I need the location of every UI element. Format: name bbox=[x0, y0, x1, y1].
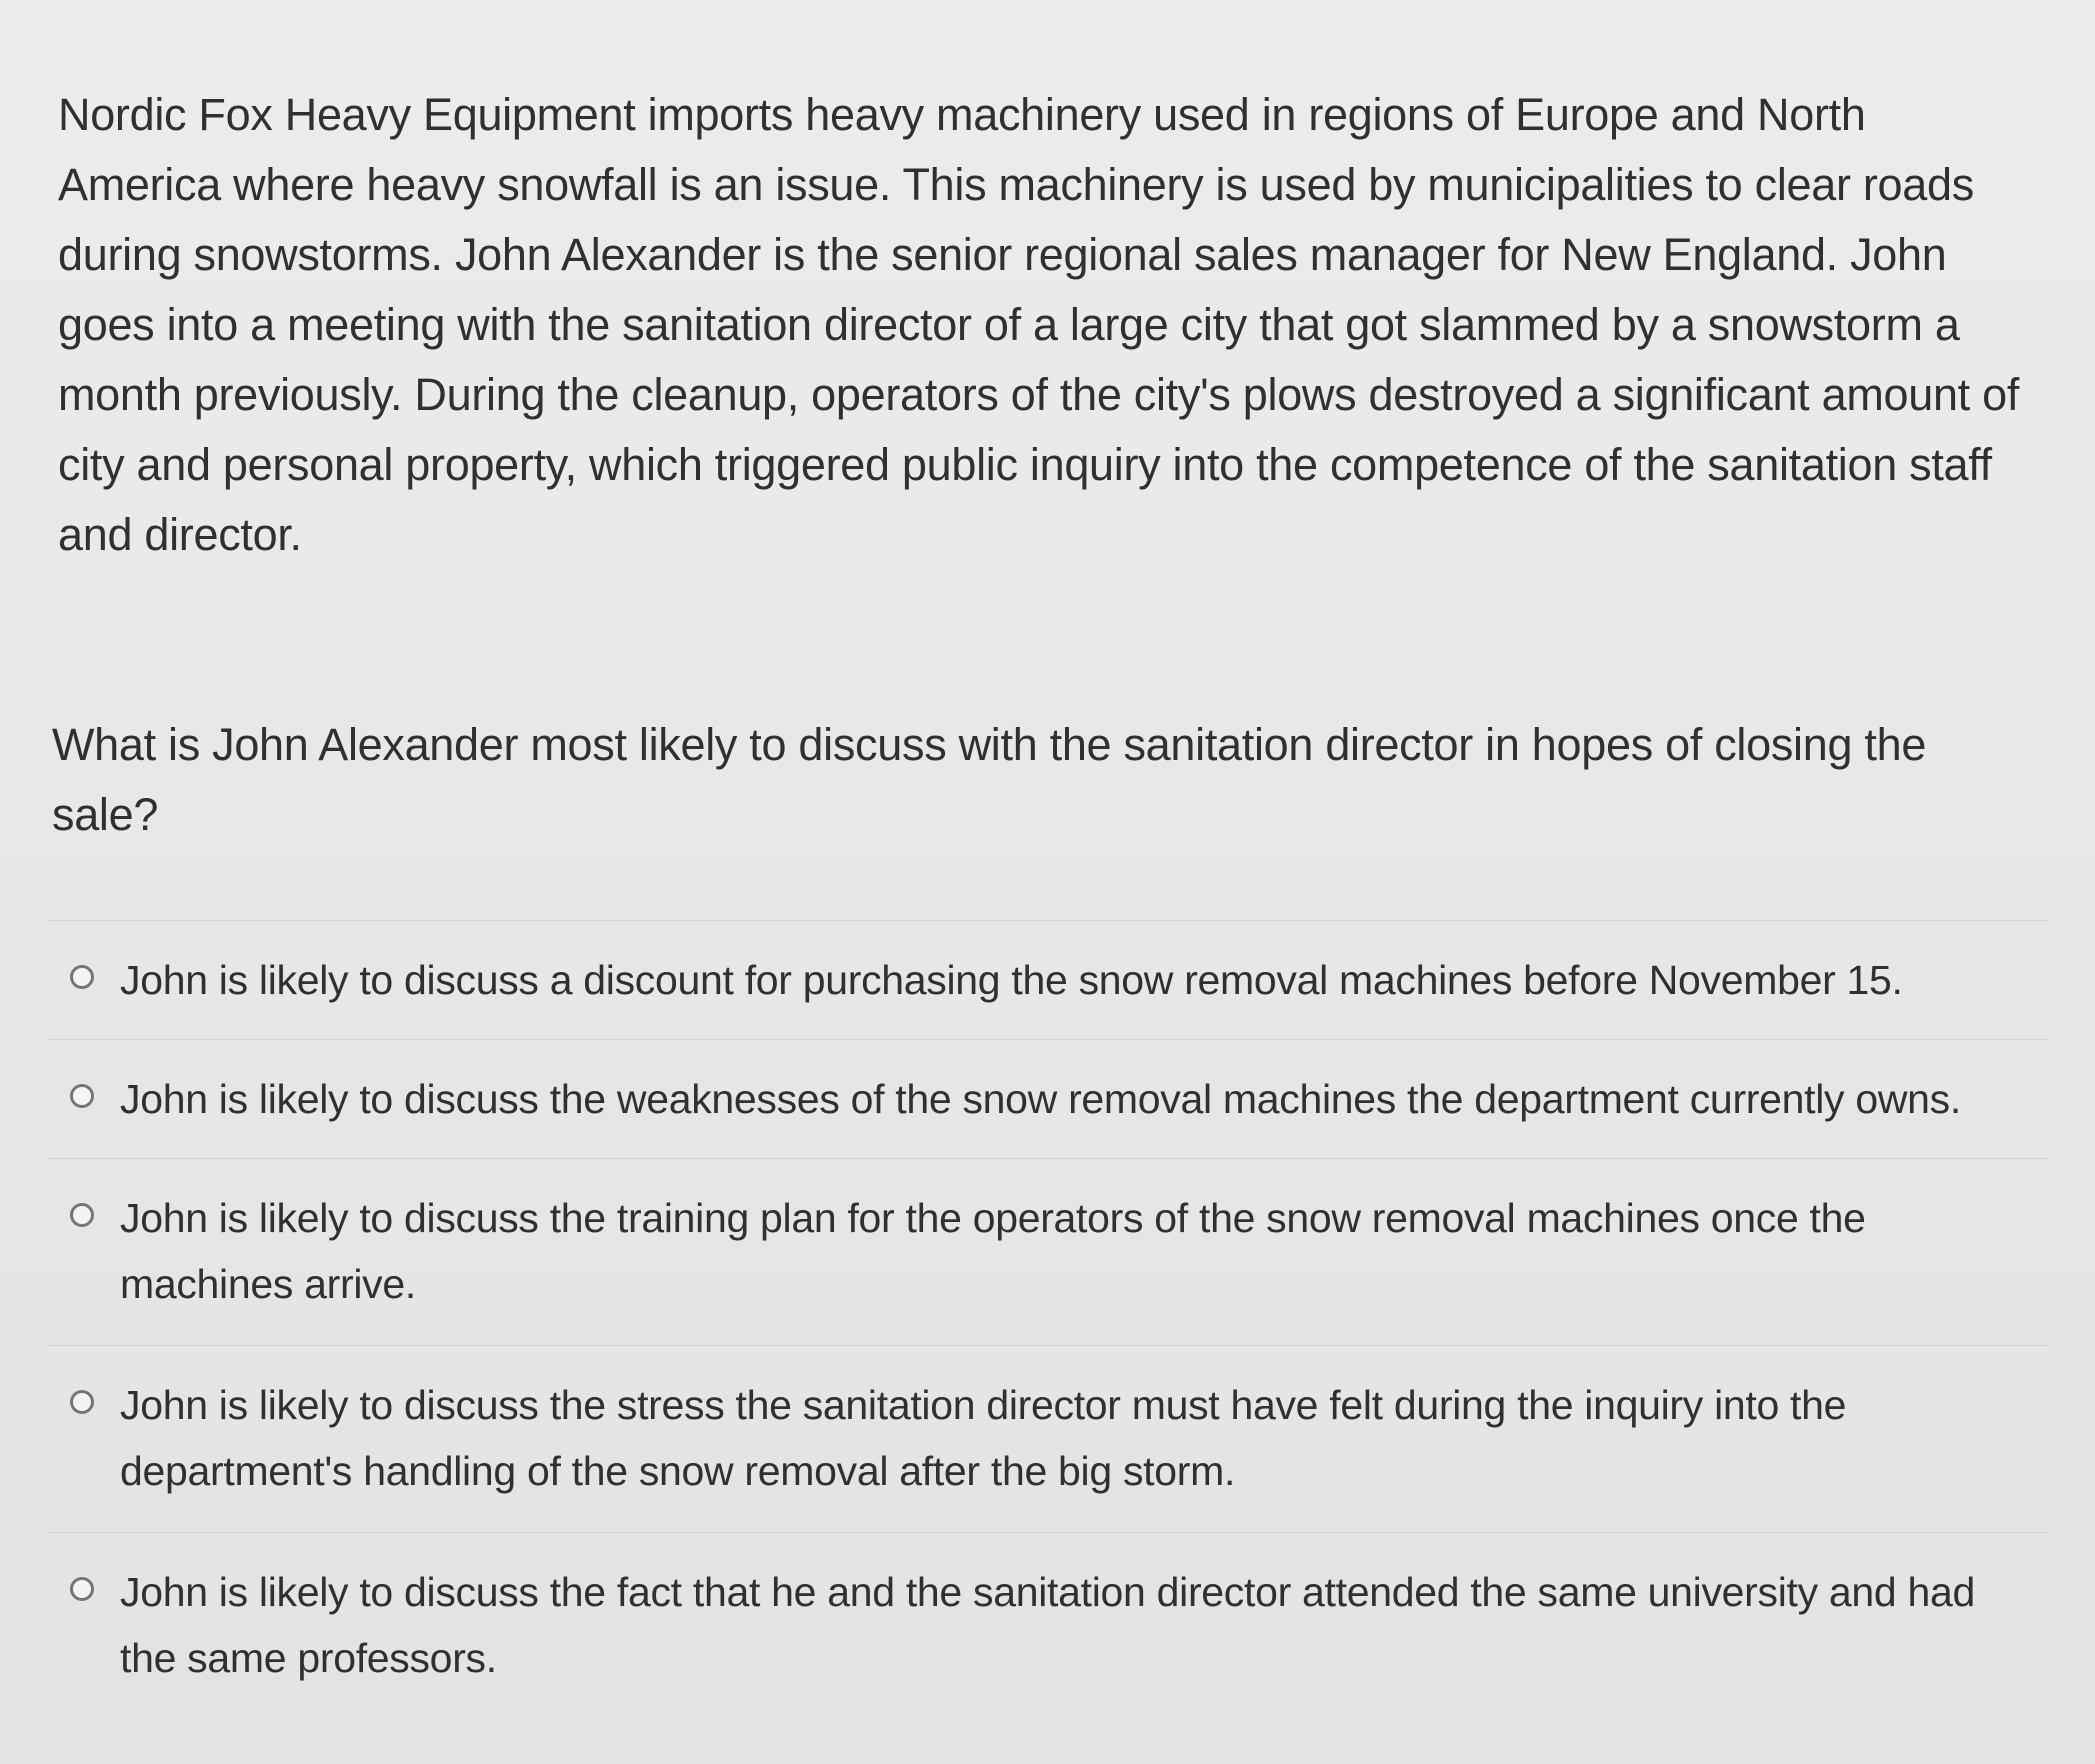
answer-option-label[interactable]: John is likely to discuss the weaknesses of the snow removal machines the department currently owns. bbox=[120, 1076, 1961, 1122]
radio-button-icon[interactable] bbox=[70, 1577, 94, 1601]
radio-button-icon[interactable] bbox=[70, 1390, 94, 1414]
radio-button-icon[interactable] bbox=[70, 965, 94, 989]
answer-option-5[interactable] bbox=[48, 1532, 2048, 1719]
answer-option-1[interactable] bbox=[48, 920, 2048, 1039]
radio-button-icon[interactable] bbox=[70, 1084, 94, 1108]
answer-options bbox=[48, 920, 2048, 1719]
answer-option-2[interactable] bbox=[48, 1039, 2048, 1158]
answer-option-4[interactable] bbox=[48, 1345, 2048, 1532]
radio-button-icon[interactable] bbox=[70, 1203, 94, 1227]
answer-option-label[interactable]: John is likely to discuss the fact that he and the sanitation director attended the same university and had the same professors. bbox=[120, 1569, 1976, 1681]
answer-option-3[interactable] bbox=[48, 1158, 2048, 1345]
answer-option-label[interactable]: John is likely to discuss the stress the sanitation director must have felt during the inquiry into the department's handling of the snow removal after the big storm. bbox=[120, 1382, 1847, 1494]
answer-option-label[interactable]: John is likely to discuss the training plan for the operators of the snow removal machines once the machines arrive. bbox=[120, 1195, 1866, 1307]
answer-option-label[interactable]: John is likely to discuss a discount for purchasing the snow removal machines before November 15. bbox=[120, 957, 1903, 1003]
question-passage: Nordic Fox Heavy Equipment imports heavy machinery used in regions of Europe and North America where heavy snowfall is an issue. This machinery is used by municipalities to clear roads during snowstorms. John Alexander is the senior regional sales manager for New England. John goes into a meeting with the sanitation director of a large city that got slammed by a snowstorm a month previously. During the cleanup, operators of the city's plows destroyed a significant amount of city and personal property, which triggered public inquiry into the competence of the sanitation staff and director. bbox=[58, 89, 2020, 560]
question-prompt: What is John Alexander most likely to discuss with the sanitation director in hopes of closing the sale? bbox=[52, 719, 1927, 840]
